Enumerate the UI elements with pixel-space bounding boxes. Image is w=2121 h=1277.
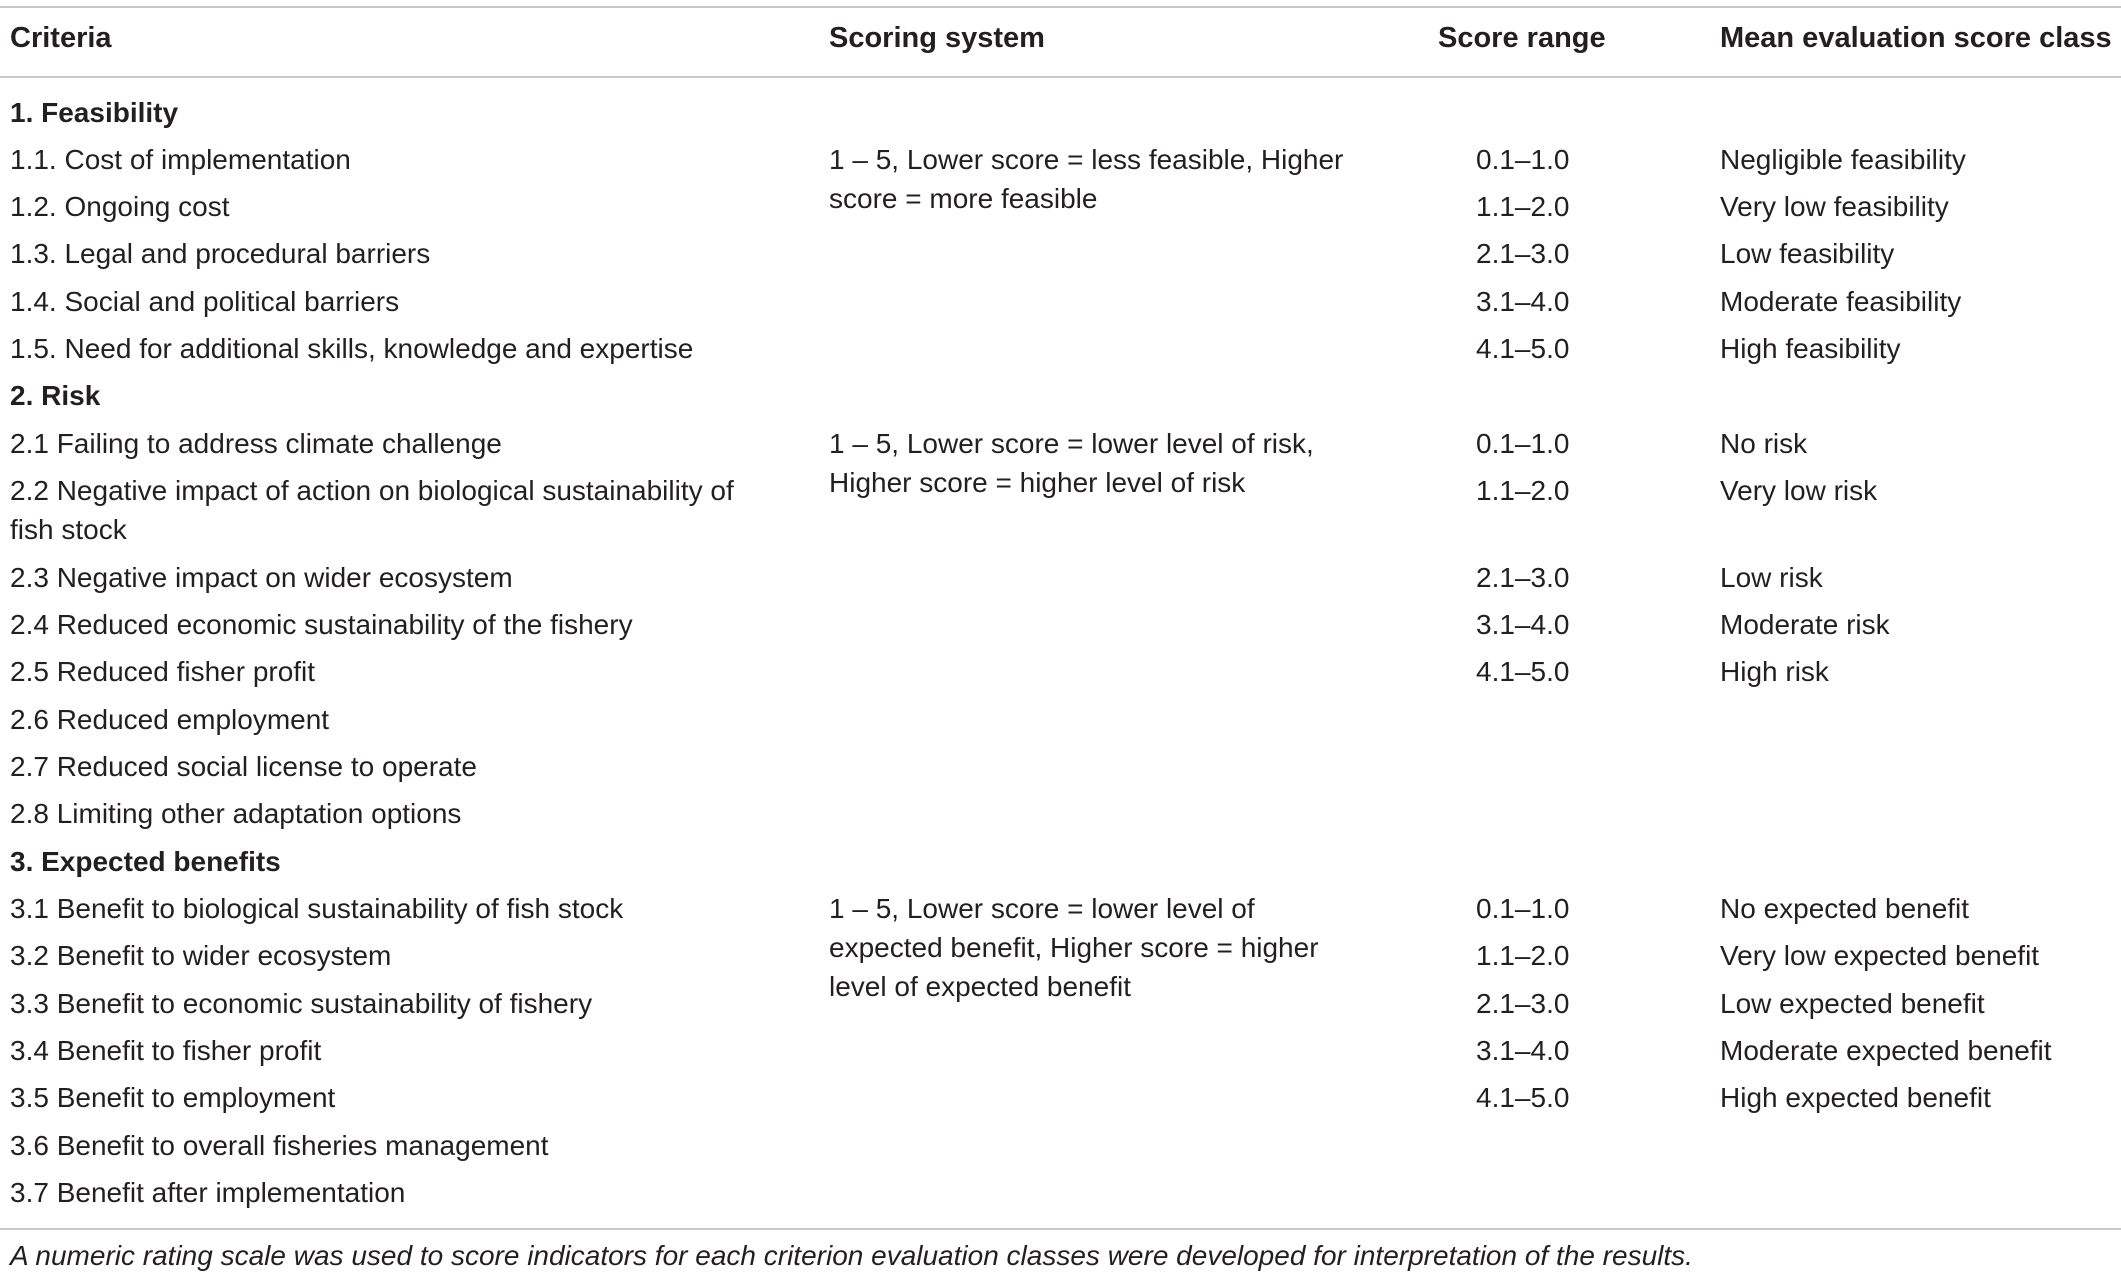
score-class: High risk: [1720, 656, 1829, 687]
score-range: 3.1–4.0: [1476, 286, 1570, 317]
criterion-label: 1.3. Legal and procedural barriers: [10, 238, 431, 269]
table-top-rule: [0, 6, 2121, 8]
criterion-label: 2.7 Reduced social license to operate: [10, 751, 477, 782]
score-class: High feasibility: [1720, 333, 1901, 364]
score-class: No risk: [1720, 428, 1808, 459]
criterion-label: 2.4 Reduced economic sustainability of the fishery: [10, 609, 633, 640]
score-class: Low feasibility: [1720, 238, 1895, 269]
section-title: 3. Expected benefits: [10, 846, 281, 877]
table-header-rule: [0, 76, 2121, 78]
score-range: 4.1–5.0: [1476, 656, 1570, 687]
criterion-label: 1.4. Social and political barriers: [10, 286, 400, 317]
score-class: Moderate risk: [1720, 609, 1890, 640]
score-class: Very low expected benefit: [1720, 940, 2040, 971]
header-score-range: Score range: [1438, 22, 1606, 54]
criterion-label: 2.6 Reduced employment: [10, 704, 330, 735]
header-score-class: Mean evaluation score class: [1720, 22, 2112, 54]
table-bottom-rule: [0, 1228, 2121, 1230]
criterion-label: 2.2 Negative impact of action on biological sustainability of fish stock: [10, 475, 734, 545]
score-class: No expected benefit: [1720, 893, 1970, 924]
score-range: 4.1–5.0: [1476, 1082, 1570, 1113]
criterion-label: 1.2. Ongoing cost: [10, 191, 230, 222]
header-criteria: Criteria: [10, 22, 112, 54]
header-scoring-system: Scoring system: [829, 22, 1045, 54]
table-footnote: A numeric rating scale was used to score indicators for each criterion evaluation classes were developed for interpretation of the results.: [10, 1240, 1693, 1271]
score-class: Very low feasibility: [1720, 191, 1949, 222]
score-range: 0.1–1.0: [1476, 893, 1570, 924]
score-range: 3.1–4.0: [1476, 609, 1570, 640]
criterion-label: 3.5 Benefit to employment: [10, 1082, 336, 1113]
score-range: 1.1–2.0: [1476, 191, 1570, 222]
score-class: Negligible feasibility: [1720, 144, 1966, 175]
criterion-label: 2.5 Reduced fisher profit: [10, 656, 316, 687]
criterion-label: 3.4 Benefit to fisher profit: [10, 1035, 322, 1066]
criterion-label: 2.3 Negative impact on wider ecosystem: [10, 562, 513, 593]
criterion-label: 2.8 Limiting other adaptation options: [10, 798, 462, 829]
score-class: High expected benefit: [1720, 1082, 1991, 1113]
scoring-system-feasibility: 1 – 5, Lower score = less feasible, Higher score = more feasible: [829, 144, 1344, 214]
criterion-label: 1.5. Need for additional skills, knowledge and expertise: [10, 333, 694, 364]
section-title: 1. Feasibility: [10, 97, 179, 128]
score-range: 1.1–2.0: [1476, 475, 1570, 506]
score-range: 2.1–3.0: [1476, 988, 1570, 1019]
score-range: 1.1–2.0: [1476, 940, 1570, 971]
score-range: 4.1–5.0: [1476, 333, 1570, 364]
score-range: 2.1–3.0: [1476, 238, 1570, 269]
score-range: 2.1–3.0: [1476, 562, 1570, 593]
criterion-label: 3.6 Benefit to overall fisheries management: [10, 1130, 549, 1161]
score-class: Moderate expected benefit: [1720, 1035, 2052, 1066]
score-class: Very low risk: [1720, 475, 1878, 506]
criterion-label: 3.3 Benefit to economic sustainability of fishery: [10, 988, 593, 1019]
scoring-system-benefits: 1 – 5, Lower score = lower level of expected benefit, Higher score = higher level of expected benefit: [829, 893, 1319, 1002]
criterion-label: 3.7 Benefit after implementation: [10, 1177, 406, 1208]
scoring-system-risk: 1 – 5, Lower score = lower level of risk, Higher score = higher level of risk: [829, 428, 1314, 498]
score-class: Low expected benefit: [1720, 988, 1985, 1019]
score-class: Low risk: [1720, 562, 1823, 593]
criterion-label: 3.1 Benefit to biological sustainability of fish stock: [10, 893, 624, 924]
criterion-label: 3.2 Benefit to wider ecosystem: [10, 940, 392, 971]
criterion-label: 2.1 Failing to address climate challenge: [10, 428, 502, 459]
score-range: 3.1–4.0: [1476, 1035, 1570, 1066]
score-range: 0.1–1.0: [1476, 428, 1570, 459]
section-title: 2. Risk: [10, 380, 101, 411]
score-class: Moderate feasibility: [1720, 286, 1962, 317]
criterion-label: 1.1. Cost of implementation: [10, 144, 351, 175]
score-range: 0.1–1.0: [1476, 144, 1570, 175]
table-header: [0, 22, 2121, 62]
